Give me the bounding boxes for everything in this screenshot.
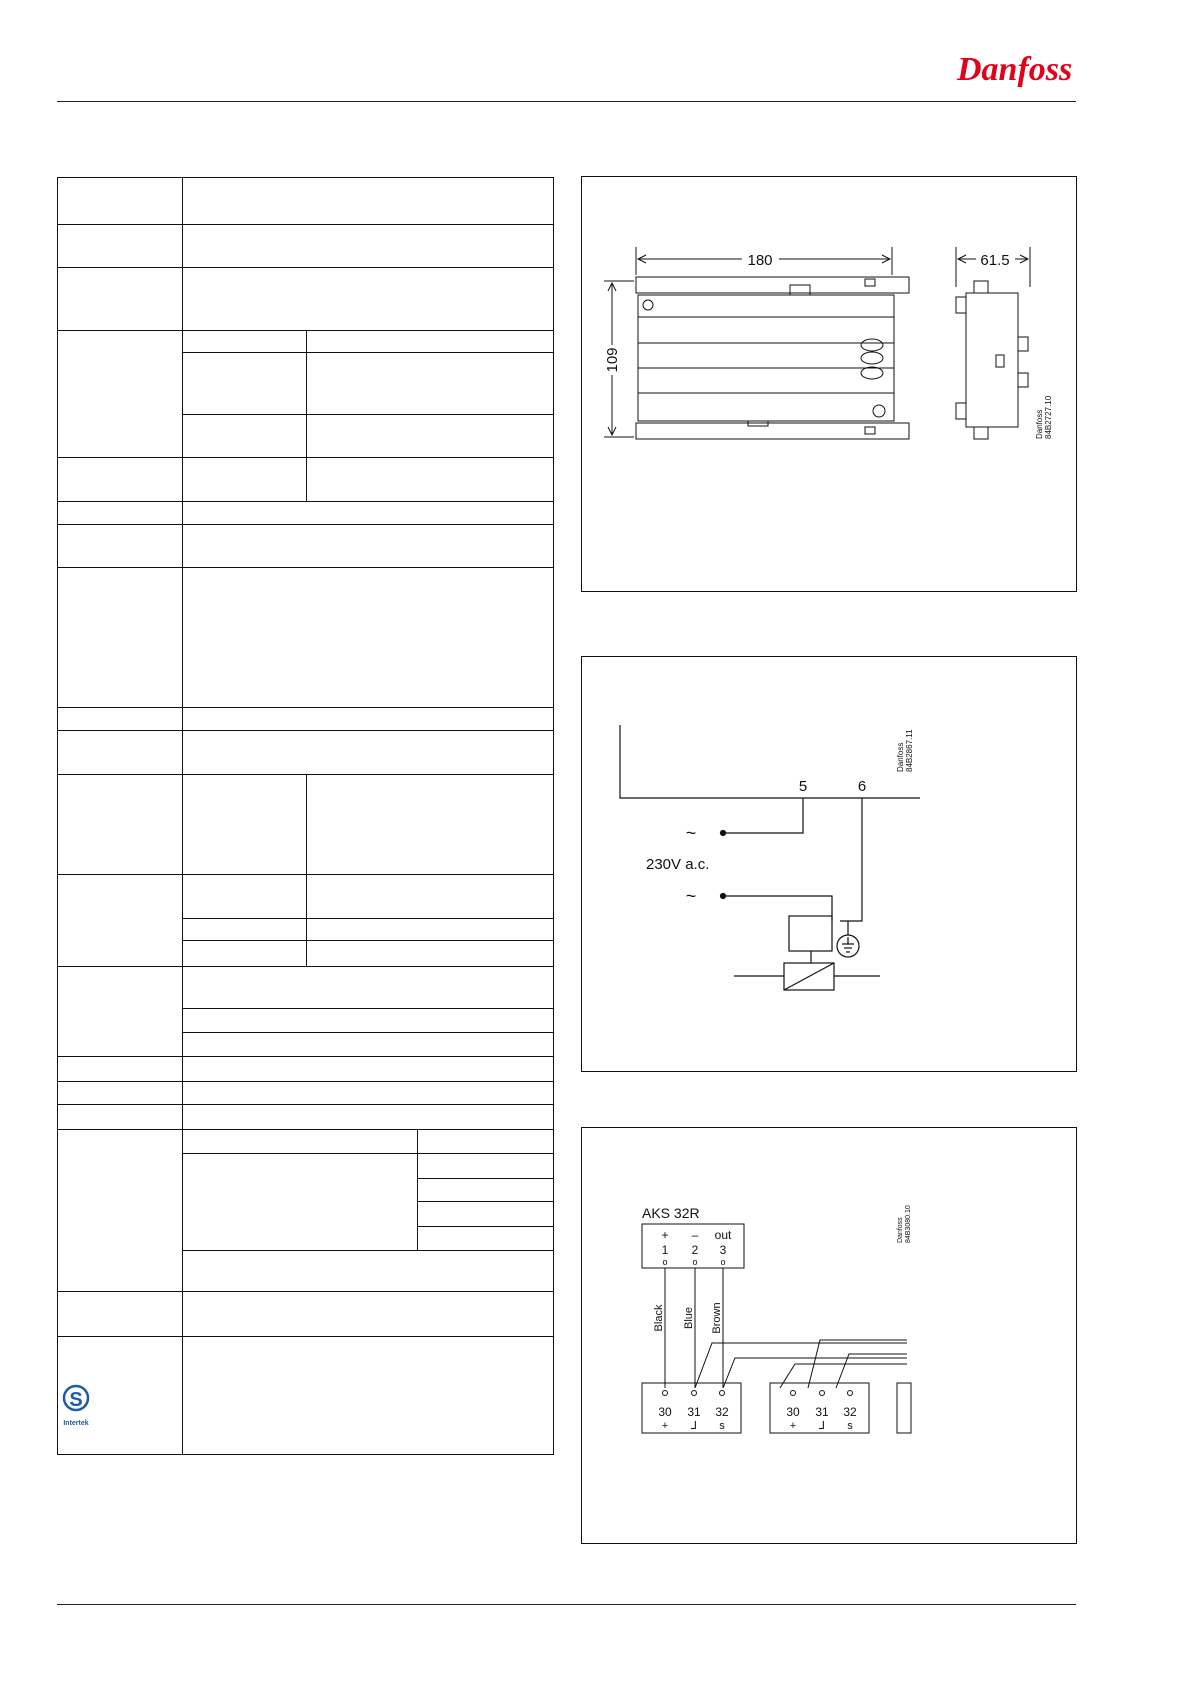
valve-wiring-figure [581,656,1077,1072]
drawing-brand-label: Danfoss [897,1217,904,1243]
sensor-terminal-1-sign: + [661,1228,669,1242]
sensor-wiring-figure [581,1127,1077,1544]
ac-symbol-2: ~ [685,886,697,906]
drawing-brand-label: Danfoss [1035,409,1044,439]
sensor-terminal-1-number: 1 [661,1243,669,1257]
wire-color-blue: Blue [683,1306,695,1330]
wire-color-brown: Brown [711,1302,723,1334]
drawing-code: 84B3080.10 [905,1205,912,1243]
controller-a-sign-ground: ⅃ [690,1420,698,1432]
controller-b-sign-s: s [847,1420,853,1432]
controller-a-sign-plus: + [661,1420,669,1432]
width-dimension-label: 180 [747,252,773,269]
header-rule [57,101,1076,102]
wire-color-black: Black [653,1304,665,1332]
intertek-text: Intertek [63,1420,89,1427]
controller-b-terminal-30: 30 [786,1405,800,1419]
sensor-terminal-3-sign: out [714,1228,732,1242]
controller-a-terminal-30: 30 [658,1405,672,1419]
dimensions-figure [581,176,1077,592]
sensor-name: AKS 32R [642,1205,700,1221]
sensor-terminal-2-sign: – [691,1228,699,1242]
depth-dimension-label: 61.5 [980,252,1010,269]
controller-b-terminal-32: 32 [843,1405,857,1419]
svg-text:o: o [692,1257,698,1267]
terminal-5-label: 5 [798,778,808,795]
controller-a-sign-s: s [719,1420,725,1432]
danfoss-logo-text: Danfoss [957,51,1073,88]
controller-a-terminal-31: 31 [687,1405,701,1419]
svg-text:o: o [720,1257,726,1267]
sensor-terminal-3-number: 3 [719,1243,727,1257]
controller-b-sign-plus: + [789,1420,797,1432]
drawing-brand-label: Danfoss [896,742,905,772]
controller-b-terminal-31: 31 [815,1405,829,1419]
spec-table [57,177,554,1455]
controller-a-terminal-32: 32 [715,1405,729,1419]
sensor-terminal-2-number: 2 [691,1243,699,1257]
danfoss-logo [953,42,1078,90]
terminal-6-label: 6 [857,778,867,795]
svg-text:o: o [662,1257,668,1267]
drawing-code: 84B2867.11 [905,729,914,772]
height-dimension-label: 109 [604,347,621,373]
footer-rule [57,1604,1076,1605]
ac-symbol-1: ~ [685,823,697,843]
supply-voltage-label: 230V a.c. [646,856,710,873]
intertek-certification-mark [61,1383,91,1429]
controller-b-sign-ground: ⅃ [818,1420,826,1432]
drawing-code: 84B2727.10 [1044,395,1053,439]
svg-text:S: S [69,1389,83,1411]
